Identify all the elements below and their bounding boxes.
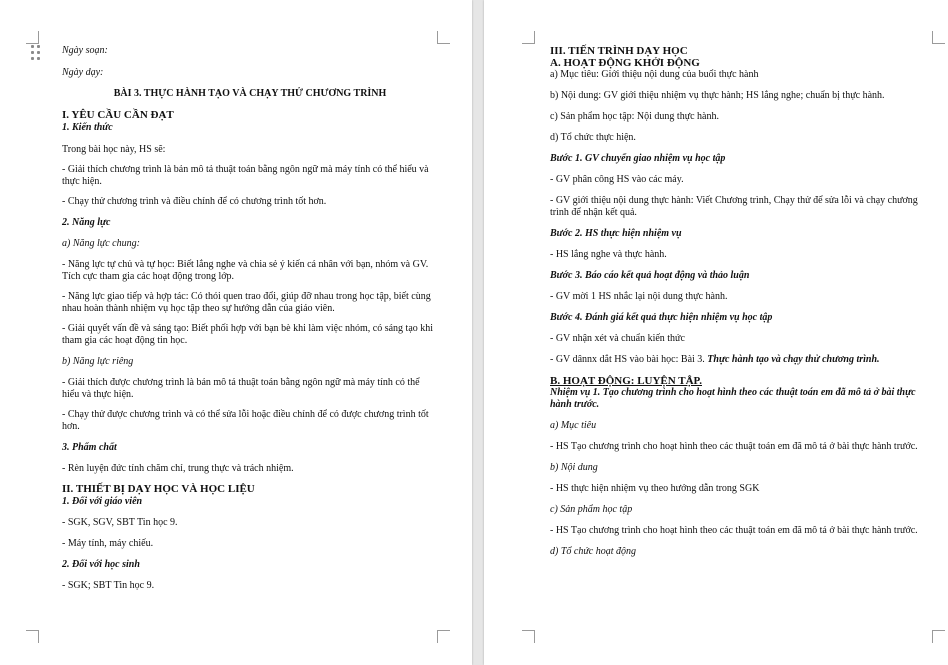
document-title: BÀI 3. THỰC HÀNH TẠO VÀ CHẠY THỬ CHƯƠNG TRÌNH [113, 88, 387, 99]
paragraph: - Giải quyết vấn đề và sáng tạo: Biết phối hợp với bạn bè khi làm việc nhóm, có sáng tạo khi tham gia các hoạt động tin học. [62, 323, 434, 346]
right-page-content [550, 45, 930, 558]
paragraph: - Năng lực giao tiếp và hợp tác: Có thói quen trao đổi, giúp đỡ nhau trong học tập, biết cùng nhau hoàn thành nhiệm vụ học tập theo sự hướng dẫn của giáo viên. [62, 291, 431, 314]
paragraph: - Chạy thử được chương trình và có thể sửa lỗi hoặc điều chỉnh để có được chương trình tốt hơn. [62, 409, 429, 432]
paragraph-text: - GV dânnx dắt HS vào bài học: Bài 3. [550, 354, 708, 365]
paragraph: b) Nội dung: GV giới thiệu nhiệm vụ thực hành; HS lắng nghe; chuẩn bị thực hành. [550, 90, 885, 101]
drag-handle-icon[interactable] [31, 45, 41, 61]
lesson-name: Thực hành tạo và chạy thử chương trình. [707, 354, 880, 365]
margin-corner-mark [437, 31, 450, 44]
section-heading: I. YÊU CẦU CẦN ĐẠT [62, 109, 174, 121]
paragraph: - GV nhận xét và chuẩn kiến thức [550, 333, 685, 344]
task-heading: Nhiệm vụ 1. Tạo chương trình cho hoạt hình theo các thuật toán em đã mô tả ở bài thực hành trước. [550, 387, 916, 410]
section-heading: II. THIẾT BỊ DẠY HỌC VÀ HỌC LIỆU [62, 483, 255, 495]
paragraph: a) Mục tiêu: Giới thiệu nội dung của buổi thực hành [550, 69, 759, 80]
subsection-heading: 2. Đối với học sinh [62, 559, 140, 570]
sub-heading: a) Năng lực chung: [62, 238, 140, 249]
paragraph: - HS lắng nghe và thực hành. [550, 249, 667, 260]
paragraph: - GV giới thiệu nội dung thực hành: Viết Chương trình, Chạy thử để sửa lỗi và chạy chương trình để nhận kết quả. [550, 195, 918, 218]
margin-corner-mark [26, 630, 39, 643]
paragraph: d) Tổ chức thực hiện. [550, 132, 636, 143]
section-heading: III. TIẾN TRÌNH DẠY HỌC [550, 45, 688, 57]
section-heading: A. HOẠT ĐỘNG KHỞI ĐỘNG [550, 57, 700, 69]
sub-heading: b) Năng lực riêng [62, 356, 134, 367]
subsection-heading: 2. Năng lực [62, 217, 111, 228]
margin-corner-mark [932, 630, 945, 643]
paragraph: - Năng lực tự chủ và tự học: Biết lắng nghe và chia sẻ ý kiến cá nhân với bạn, nhóm và GV. Tích cực tham gia các hoạt động trong lớp. [62, 259, 429, 282]
left-page-content [62, 45, 438, 592]
step-heading: Bước 1. GV chuyển giao nhiệm vụ học tập [550, 153, 726, 164]
paragraph: - GV mời 1 HS nhắc lại nội dung thực hành. [550, 291, 728, 302]
step-heading: Bước 4. Đánh giá kết quả thực hiện nhiệm vụ học tập [550, 312, 773, 323]
paragraph: - SGK, SGV, SBT Tin học 9. [62, 517, 178, 528]
margin-corner-mark [522, 31, 535, 44]
subsection-heading: 1. Đối với giáo viên [62, 496, 143, 507]
paragraph: - SGK; SBT Tin học 9. [62, 580, 155, 591]
section-heading: B. HOẠT ĐỘNG: LUYỆN TẬP. [550, 375, 702, 387]
paragraph: - Máy tính, máy chiếu. [62, 538, 154, 549]
subsection-heading: 1. Kiến thức [62, 122, 113, 133]
paragraph: - GV phân công HS vào các máy. [550, 174, 684, 185]
margin-corner-mark [932, 31, 945, 44]
sub-heading: d) Tổ chức hoạt động [550, 546, 637, 557]
paragraph: - Rèn luyện đức tính chăm chỉ, trung thực và trách nhiệm. [62, 463, 294, 474]
paragraph: - Giải thích được chương trình là bản mô tả thuật toán bằng ngôn ngữ mà máy tính có thể hiểu và thực hiện. [62, 377, 420, 400]
paragraph: - Chạy thử chương trình và điều chỉnh để có chương trình tốt hơn. [62, 196, 327, 207]
subsection-heading: 3. Phẩm chất [62, 442, 117, 453]
sub-heading: b) Nội dung [550, 462, 598, 473]
paragraph: - HS Tạo chương trình cho hoạt hình theo các thuật toán em đã mô tả ở bài thực hành trước. [550, 525, 918, 536]
paragraph: - Giải thích chương trình là bản mô tả thuật toán bằng ngôn ngữ mà máy tính có thể hiểu và thực hiện. [62, 164, 429, 187]
paragraph: c) Sản phẩm học tập: Nội dung thực hành. [550, 111, 719, 122]
sub-heading: c) Sản phẩm học tập [550, 504, 633, 515]
paragraph: - HS Tạo chương trình cho hoạt hình theo các thuật toán em đã mô tả ở bài thực hành trước. [550, 441, 918, 452]
sub-heading: a) Mục tiêu [550, 420, 597, 431]
margin-corner-mark [522, 630, 535, 643]
document-page-right [484, 0, 948, 665]
document-page-left [0, 0, 472, 665]
paragraph: - HS thực hiện nhiệm vụ theo hướng dẫn trong SGK [550, 483, 760, 494]
step-heading: Bước 3. Báo cáo kết quả hoạt động và thảo luận [550, 270, 750, 281]
margin-corner-mark [437, 630, 450, 643]
date-prepared: Ngày soạn: [62, 45, 108, 56]
margin-corner-mark [26, 31, 39, 44]
paragraph [550, 354, 930, 366]
date-taught: Ngày dạy: [62, 67, 104, 78]
step-heading: Bước 2. HS thực hiện nhiệm vụ [550, 228, 682, 239]
paragraph: Trong bài học này, HS sẽ: [62, 144, 166, 155]
